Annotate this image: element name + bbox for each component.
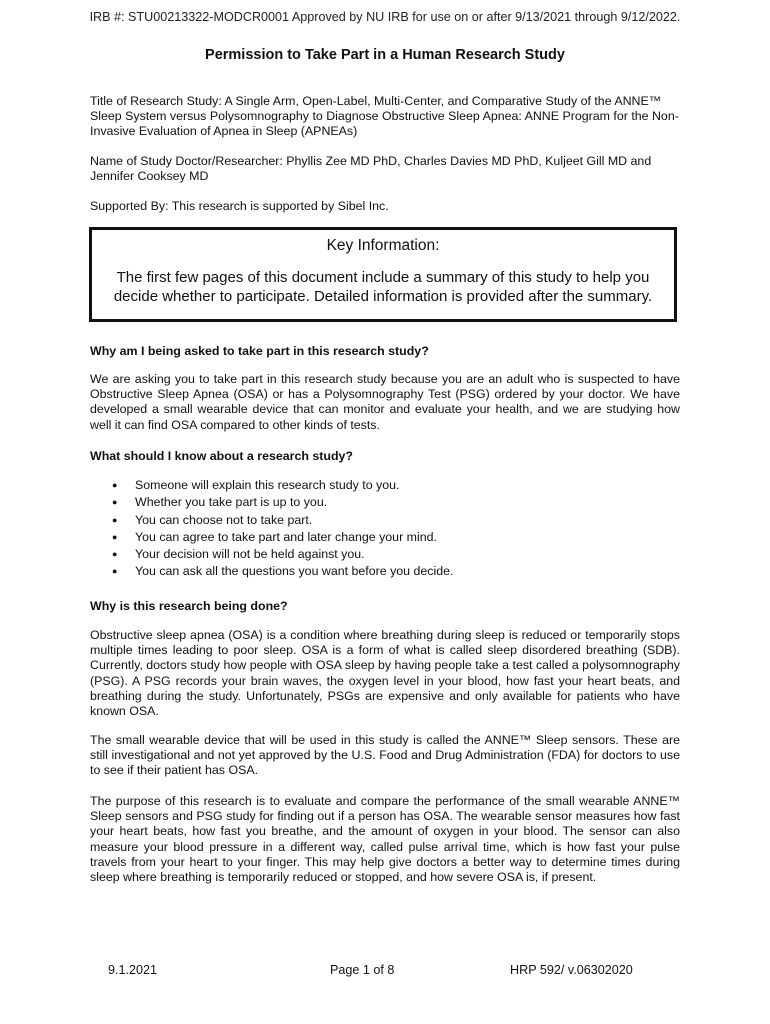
study-title — [90, 94, 680, 140]
why-done-para-3: The purpose of this research is to evaluate and compare the performance of the small wearable ANNE™ Sleep sensors and PSG study for finding out if a person has OSA. The wearable sensor measures how fast your heart beats, how fast you breathe, and the amount of oxygen in your blood. The sensor can also measure your blood pressure in a different way, called pulse arrival time, which is how fast your pulse travels from your heart to your finger. This may help give doctors a better way to determine times during sleep where breathing is temporarily reduced or stopped, and how severe OSA is, if present. — [90, 794, 680, 885]
why-done-section — [90, 628, 680, 719]
list-item: ● Someone will explain this research study to you. — [90, 477, 680, 494]
key-information-box — [89, 227, 677, 322]
why-done-para-2: The small wearable device that will be used in this study is called the ANNE™ Sleep sensors. These are still investigational and not yet approved by the U.S. Food and Drug Administration (FDA) for doctors to use to see if their patient has OSA. — [90, 733, 680, 778]
key-information-text: The first few pages of this document include a summary of this study to help you decide whether to participate. Detailed information is provided after the summary. — [113, 269, 653, 305]
list-item: ● Your decision will not be held against you. — [90, 546, 680, 563]
study-researchers — [90, 154, 680, 184]
device-section — [90, 733, 680, 779]
should-know-section — [90, 477, 680, 581]
should-know-list — [90, 477, 680, 581]
irb-approval-notice: IRB #: STU00213322-MODCR0001 Approved by NU IRB for use on or after 9/13/2021 through 9/12/2022. — [89, 10, 681, 24]
why-asked-heading: Why am I being asked to take part in this research study? — [90, 344, 429, 358]
list-item: ● Whether you take part is up to you. — [90, 494, 680, 511]
key-information-title: Key Information: — [326, 237, 440, 254]
study-title-text: Title of Research Study: A Single Arm, Open-Label, Multi-Center, and Comparative Study of the ANNE™ Sleep System versus Polysomnography to Diagnose Obstructive Sleep Apnea: ANNE Program for the Non-Invasive Evaluation of Apnea in Sleep (APNEAs) — [90, 94, 679, 139]
should-know-heading: What should I know about a research study? — [90, 449, 353, 463]
why-done-heading: Why is this research being done? — [90, 599, 288, 613]
why-asked-text: We are asking you to take part in this research study because you are an adult who is suspected to have Obstructive Sleep Apnea (OSA) or has a Polysomnography Test (PSG) ordered by your doctor. We have developed a small wearable device that can monitor and evaluate your health, and we are studying how well it can find OSA compared to other kinds of tests. — [90, 372, 680, 432]
purpose-section — [90, 794, 680, 885]
sponsor-text: Supported By: This research is supported by Sibel Inc. — [90, 199, 389, 213]
list-item: ● You can agree to take part and later change your mind. — [90, 529, 680, 546]
footer-page-number: Page 1 of 8 — [330, 963, 395, 977]
document-title: Permission to Take Part in a Human Research Study — [205, 47, 565, 63]
researchers-text: Name of Study Doctor/Researcher: Phyllis Zee MD PhD, Charles Davies MD PhD, Kuljeet Gill MD and Jennifer Cooksey MD — [90, 154, 652, 184]
footer-date: 9.1.2021 — [108, 963, 158, 977]
list-item: ● You can choose not to take part. — [90, 512, 680, 529]
list-item: ● You can ask all the questions you want before you decide. — [90, 563, 680, 580]
why-asked-section — [90, 372, 680, 433]
footer-form-version: HRP 592/ v.06302020 — [510, 963, 633, 977]
study-sponsor — [90, 199, 680, 214]
why-done-para-1: Obstructive sleep apnea (OSA) is a condition where breathing during sleep is reduced or temporarily stops multiple times leading to poor sleep. OSA is a form of what is called sleep disordered breathing (SDB). Currently, doctors study how people with OSA sleep by having people take a test called a polysomnography (PSG). A PSG records your brain waves, the oxygen level in your blood, how fast your heart beats, and breathing during the study. Unfortunately, PSGs are expensive and only available for patients who have known OSA. — [90, 628, 680, 719]
